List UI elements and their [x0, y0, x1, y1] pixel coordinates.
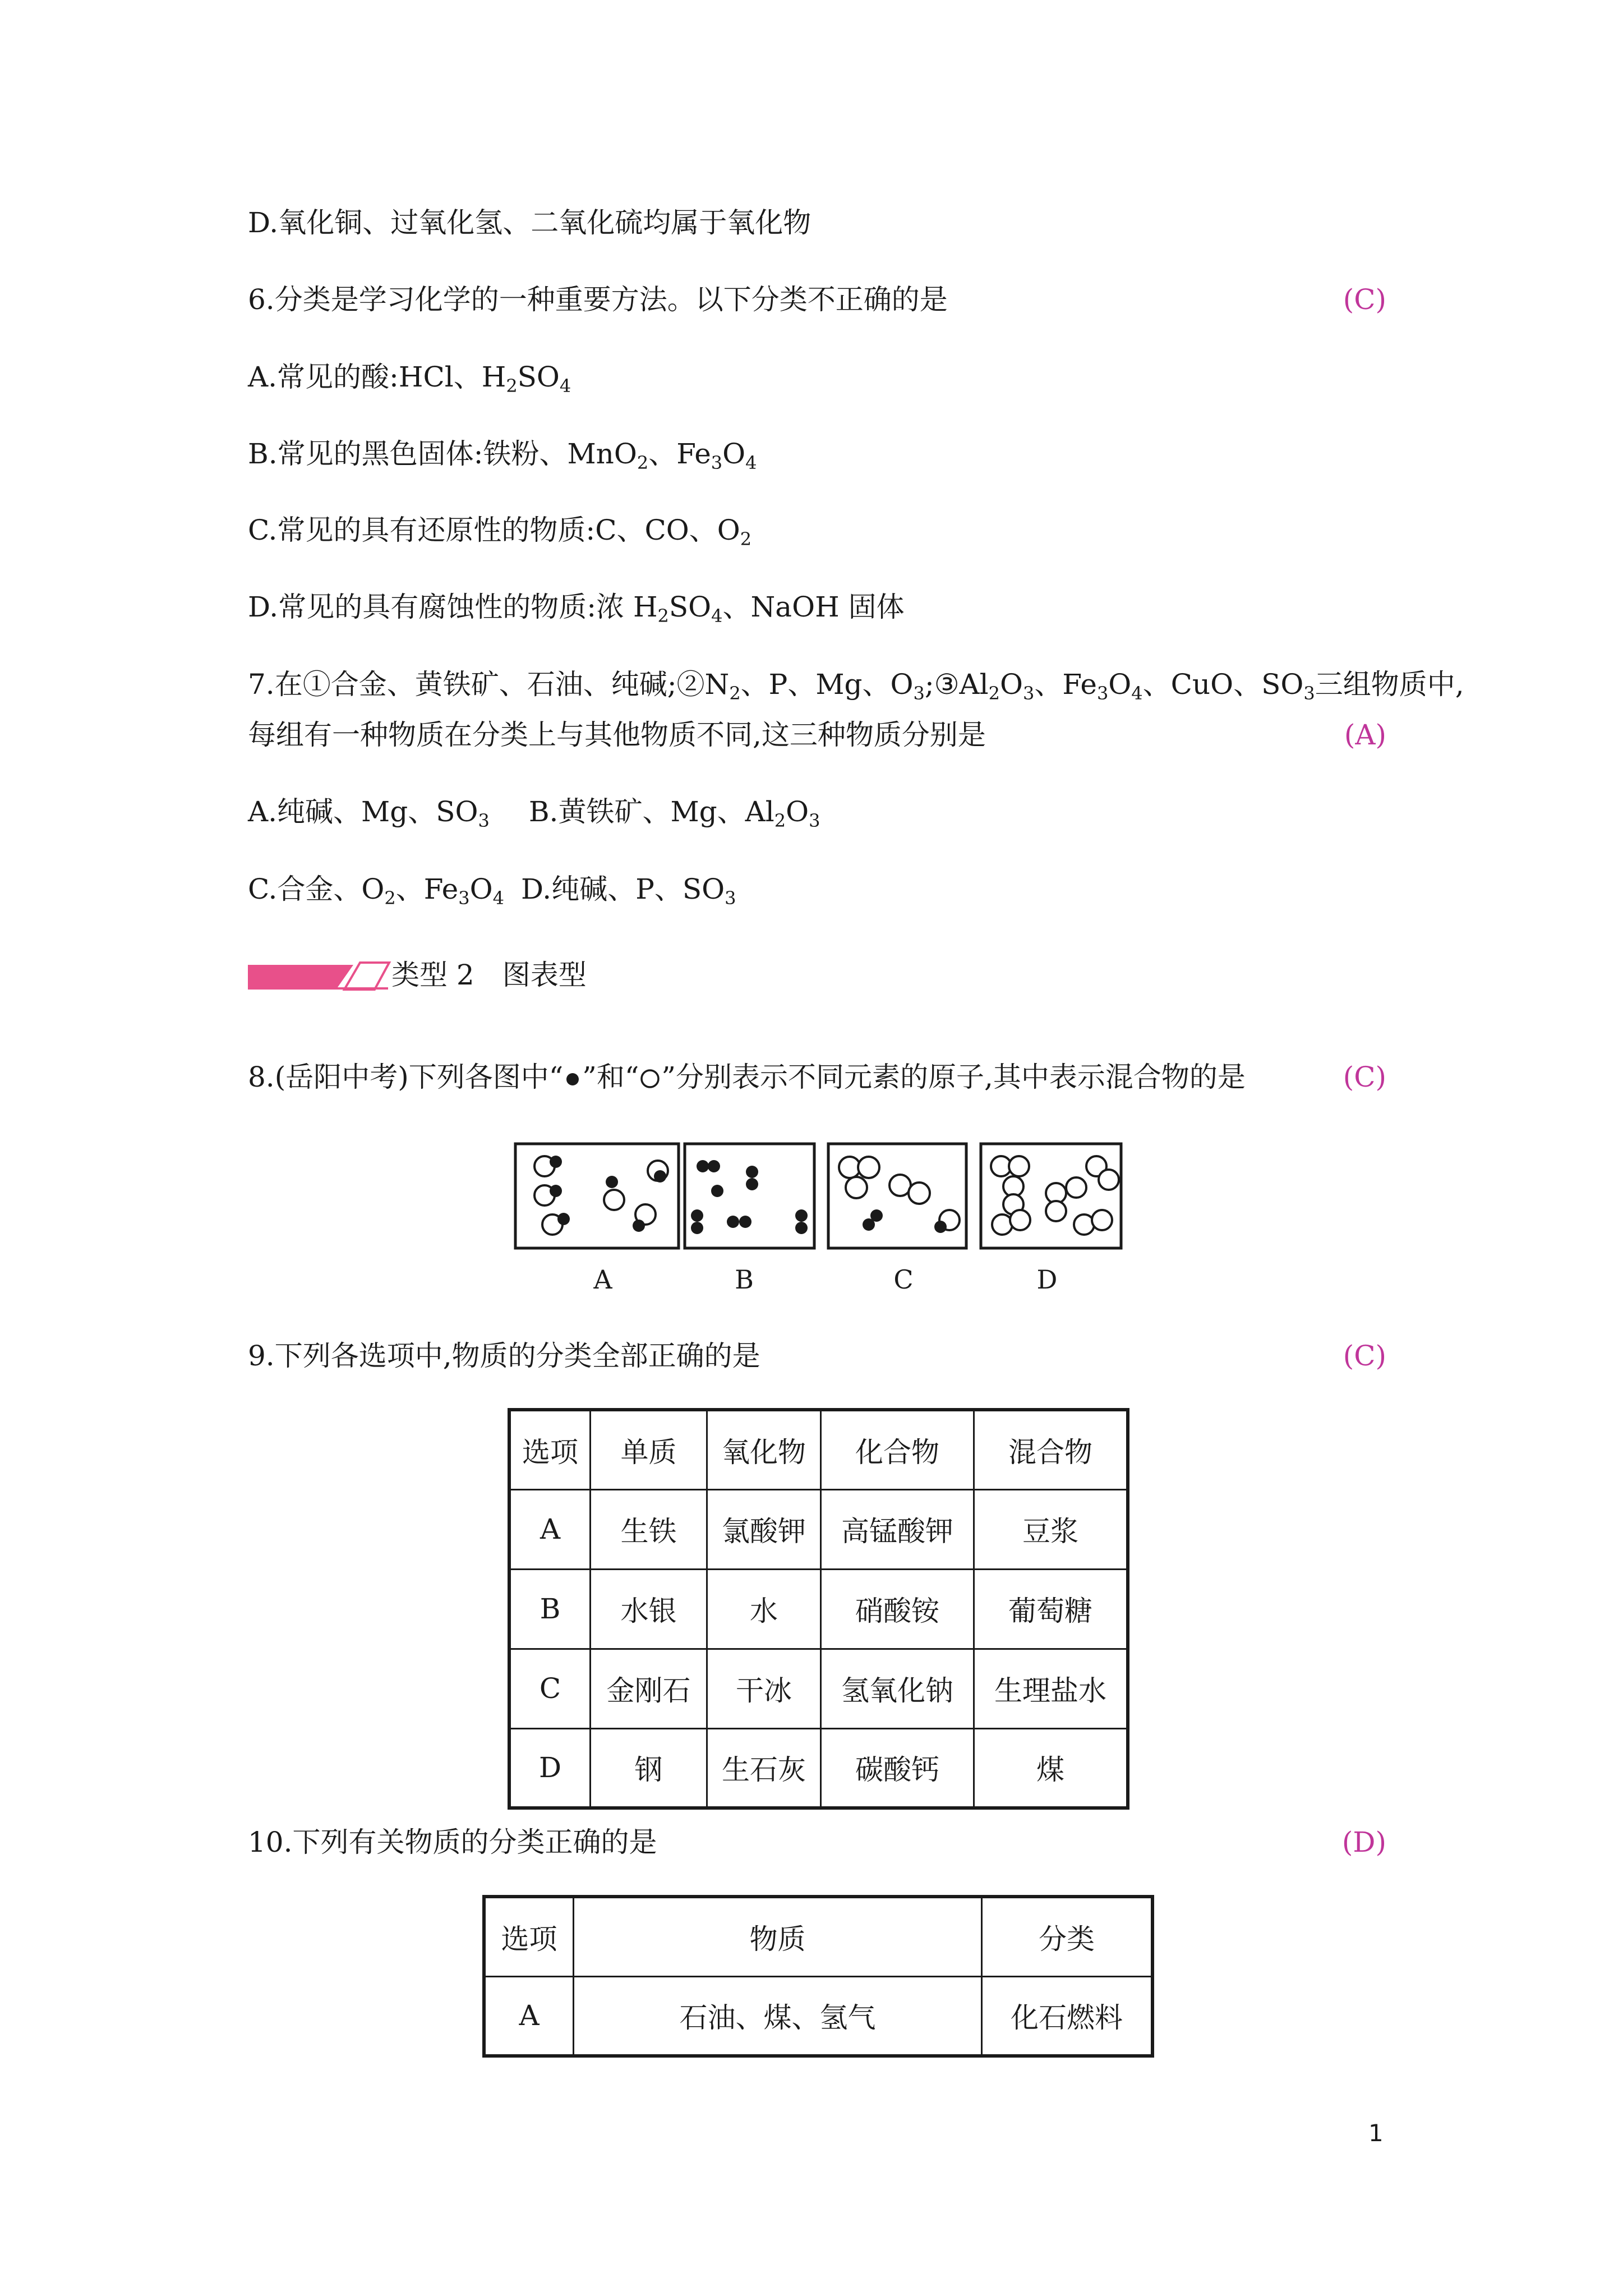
q6-answer-letter: C: [1354, 283, 1376, 316]
table-cell: 煤: [974, 1728, 1128, 1808]
diagram-label-c: C: [893, 1264, 914, 1295]
q10-header-cell: 物质: [574, 1897, 982, 1976]
q7-options-row2: [248, 871, 736, 907]
diagram-label-b: B: [735, 1264, 754, 1295]
table-row: [484, 1976, 1152, 2056]
q8-answer: (C): [1343, 1061, 1386, 1093]
page-number: 1: [1368, 2119, 1384, 2147]
table-cell: 氯酸钾: [707, 1489, 821, 1569]
diagram-box-d: [981, 1144, 1121, 1248]
q9-table-header: [509, 1410, 1128, 1489]
q7-option-b: B.黄铁矿、Mg、$Al_2O_3$: [528, 795, 820, 831]
table-cell: 生铁: [591, 1489, 707, 1569]
q9-stem: 9.下列各选项中,物质的分类全部正确的是: [248, 1340, 760, 1372]
q10-header-cell: 选项: [484, 1897, 574, 1976]
q9-answer: (C): [1343, 1340, 1386, 1372]
q6-option-c: C.常见的具有还原性的物质:C、CO、$O_2$: [248, 514, 752, 550]
diagram-box-b: [685, 1144, 814, 1248]
q7-answer-letter: A: [1355, 719, 1376, 751]
q6-answer: (C): [1343, 283, 1386, 316]
table-row: [509, 1649, 1128, 1728]
q7-option-c: C.合金、$O_2$、$Fe_3O_4$: [248, 873, 504, 909]
table-cell: C: [509, 1649, 591, 1728]
table-cell: B: [509, 1569, 591, 1649]
white-atom-icon: [639, 1068, 661, 1090]
q7-option-a: A.纯碱、Mg、$SO_3$: [248, 795, 490, 831]
table-cell: 氢氧化钠: [821, 1649, 974, 1728]
table-cell: D: [509, 1728, 591, 1808]
table-cell: A: [484, 1976, 574, 2056]
q9-answer-letter: C: [1354, 1340, 1376, 1372]
q9-table: [508, 1408, 1129, 1810]
table-cell: 金刚石: [591, 1649, 707, 1728]
q6-option-a: A.常见的酸:HCl、$H_2SO_4$: [248, 361, 571, 397]
section-title: 类型 2 图表型: [391, 959, 587, 991]
q5-option-d: D.氧化铜、过氧化氢、二氧化硫均属于氧化物: [248, 206, 811, 239]
table-row: [509, 1569, 1128, 1649]
q10-stem: 10.下列有关物质的分类正确的是: [248, 1826, 657, 1858]
table-cell: 葡萄糖: [974, 1569, 1128, 1649]
q10-table-header: [484, 1897, 1152, 1976]
diagram-box-a: [515, 1144, 679, 1248]
q8-stem: 8.(岳阳中考)下列各图中“ ”和“ ”分别表示不同元素的原子,其中表示混合物的是: [248, 1061, 1246, 1093]
q9-header-cell: 单质: [591, 1410, 707, 1489]
table-row: [509, 1489, 1128, 1569]
q6-stem: 6.分类是学习化学的一种重要方法。以下分类不正确的是: [248, 283, 948, 316]
q9-header-cell: 混合物: [974, 1410, 1128, 1489]
q7-answer: (A): [1344, 719, 1386, 751]
q10-answer-letter: D: [1353, 1826, 1376, 1858]
q9-header-cell: 选项: [509, 1410, 591, 1489]
table-row: [509, 1728, 1128, 1808]
q7-options-row1: [248, 794, 820, 830]
q6-option-d: D.常见的具有腐蚀性的物质:浓 $H_2SO_4$、NaOH 固体: [248, 591, 905, 627]
table-cell: 生石灰: [707, 1728, 821, 1808]
table-cell: 生理盐水: [974, 1649, 1128, 1728]
diagram-label-d: D: [1036, 1264, 1058, 1295]
table-cell: 水银: [591, 1569, 707, 1649]
q9-header-cell: 氧化物: [707, 1410, 821, 1489]
table-cell: 碳酸钙: [821, 1728, 974, 1808]
table-cell: 硝酸铵: [821, 1569, 974, 1649]
table-cell: 豆浆: [974, 1489, 1128, 1569]
q7-option-d: D.纯碱、P、$SO_3$: [521, 873, 736, 909]
q6-option-b: B.常见的黑色固体:铁粉、MnO$_2$、$Fe_3O_4$: [248, 438, 757, 473]
particle-diagrams: [513, 1142, 1124, 1310]
q8-answer-letter: C: [1354, 1061, 1376, 1093]
q7-stem-line2: 每组有一种物质在分类上与其他物质不同,这三种物质分别是: [248, 719, 986, 751]
section-banner: [248, 958, 394, 994]
q7-stem-line1: 7.在①合金、黄铁矿、石油、纯碱$;②N_2$、P、Mg、$O_3;③Al_2O_3$、$Fe_3O_4$、CuO、$SO_3$三组物质中,: [248, 668, 1464, 704]
table-cell: 化石燃料: [982, 1976, 1153, 2056]
q10-table: [482, 1895, 1154, 2058]
table-cell: 干冰: [707, 1649, 821, 1728]
q10-header-cell: 分类: [982, 1897, 1153, 1976]
q9-header-cell: 化合物: [821, 1410, 974, 1489]
table-cell: 水: [707, 1569, 821, 1649]
table-cell: A: [509, 1489, 591, 1569]
diagram-label-a: A: [593, 1264, 612, 1295]
black-atom-icon: [563, 1070, 582, 1089]
q10-answer: (D): [1341, 1826, 1386, 1858]
diagram-box-c: [828, 1144, 966, 1248]
table-cell: 钢: [591, 1728, 707, 1808]
table-cell: 高锰酸钾: [821, 1489, 974, 1569]
table-cell: 石油、煤、氢气: [574, 1976, 982, 2056]
